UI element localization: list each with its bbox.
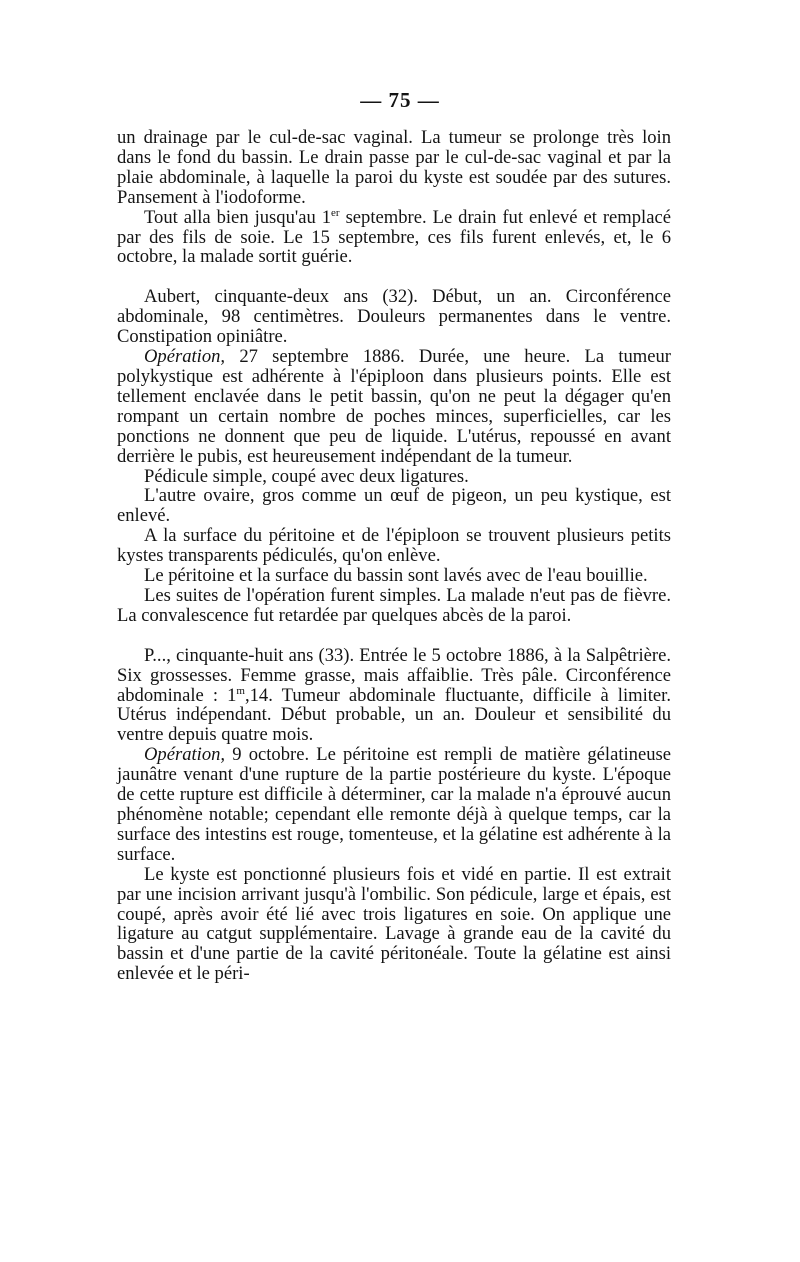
paragraph-text: L'autre ovaire, gros comme un œuf de pigeon, un peu kystique, est enlevé. (117, 485, 671, 527)
superscript: m (236, 684, 245, 697)
paragraph (117, 347, 671, 466)
paragraph-text: un drainage par le cul-de-sac vaginal. La tumeur se prolonge très loin dans le fond du bassin. Le drain passe par le cul-de-sac vaginal et par la plaie abdominale, à laquelle la paroi du kyste est soudée par des sutures. Pansement à l'iodoforme. (117, 127, 671, 208)
paragraph-text: ,14. Tumeur abdominale fluctuante, difficile à limiter. Utérus indépendant. Début probable, un an. Douleur et sensibilité du ventre depuis quatre mois. (117, 684, 671, 746)
body-text (117, 128, 671, 984)
paragraph-text: 9 octobre. Le péritoine est rempli de matière gélatineuse jaunâtre venant d'une rupture de la partie postérieure du kyste. L'époque de cette rupture est difficile à déterminer, car la malade n'a éprouvé aucun phénomène notable; cependant elle remonte déjà à quelque temps, car la surface des intestins est rouge, tomenteuse, et la gélatine est adhérente à la surface. (117, 744, 671, 865)
paragraph-text: Tout alla bien jusqu'au 1 (144, 206, 332, 228)
paragraph (117, 208, 671, 268)
paragraph-text: Le péritoine et la surface du bassin sont lavés avec de l'eau bouillie. (144, 565, 648, 587)
paragraph (117, 865, 671, 984)
paragraph-text: 27 septembre 1886. Durée, une heure. La tumeur polykystique est adhérente à l'épiploon dans plusieurs points. Elle est tellement enclavée dans le petit bassin, qu'on ne peut la dégager qu'en rompant un certain nombre de poches minces, superficielles, car les ponctions ne donnent que peu de liquide. L'utérus, repoussé en avant derrière le pubis, est heureusement indépendant de la tumeur. (117, 346, 671, 467)
superscript: er (331, 206, 340, 219)
paragraph-text: Le kyste est ponctionné plusieurs fois et vidé en partie. Il est extrait par une incision arrivant jusqu'à l'ombilic. Son pédicule, large et épais, est coupé, après avoir été lié avec trois ligatures en soie. On applique une ligature au catgut supplémentaire. Lavage à grande eau de la cavité du bassin et d'une partie de la cavité péritonéale. Toute la gélatine est ainsi enlevée et le péri- (117, 863, 671, 985)
paragraph (117, 467, 671, 487)
paragraph-text: P..., cinquante-huit ans (33). Entrée le 5 octobre 1886, à la Salpêtrière. Six grossesses. Femme grasse, mais affaiblie. Très pâle. Circonférence abdominale : 1 (117, 644, 671, 706)
paragraph-text: septembre. Le drain fut enlevé et remplacé par des fils de soie. Le 15 septembre, ces fils furent enlevés, et, le 6 octobre, la malade sortit guérie. (117, 206, 671, 268)
paragraph-text: Les suites de l'opération furent simples. La malade n'eut pas de fièvre. La convalescence fut retardée par quelques abcès de la paroi. (117, 584, 671, 626)
paragraph (117, 745, 671, 864)
case-heading-paragraph (117, 646, 671, 746)
paragraph (117, 526, 671, 566)
paragraph (117, 566, 671, 586)
operation-label: Opération, (144, 346, 226, 368)
operation-label: Opération, (144, 744, 226, 766)
paragraph (117, 128, 671, 208)
paragraph-text: Pédicule simple, coupé avec deux ligatures. (144, 465, 469, 487)
paragraph (117, 486, 671, 526)
paragraph-text: Aubert, cinquante-deux ans (32). Début, un an. Circonférence abdominale, 98 centimètres. Douleurs permanentes dans le ventre. Constipation opiniâtre. (117, 286, 671, 348)
paragraph (117, 586, 671, 626)
case-heading-paragraph (117, 287, 671, 347)
paragraph-text: A la surface du péritoine et de l'épiploon se trouvent plusieurs petits kystes transparents pédiculés, qu'on enlève. (117, 525, 671, 567)
page-number: — 75 — (360, 88, 440, 112)
